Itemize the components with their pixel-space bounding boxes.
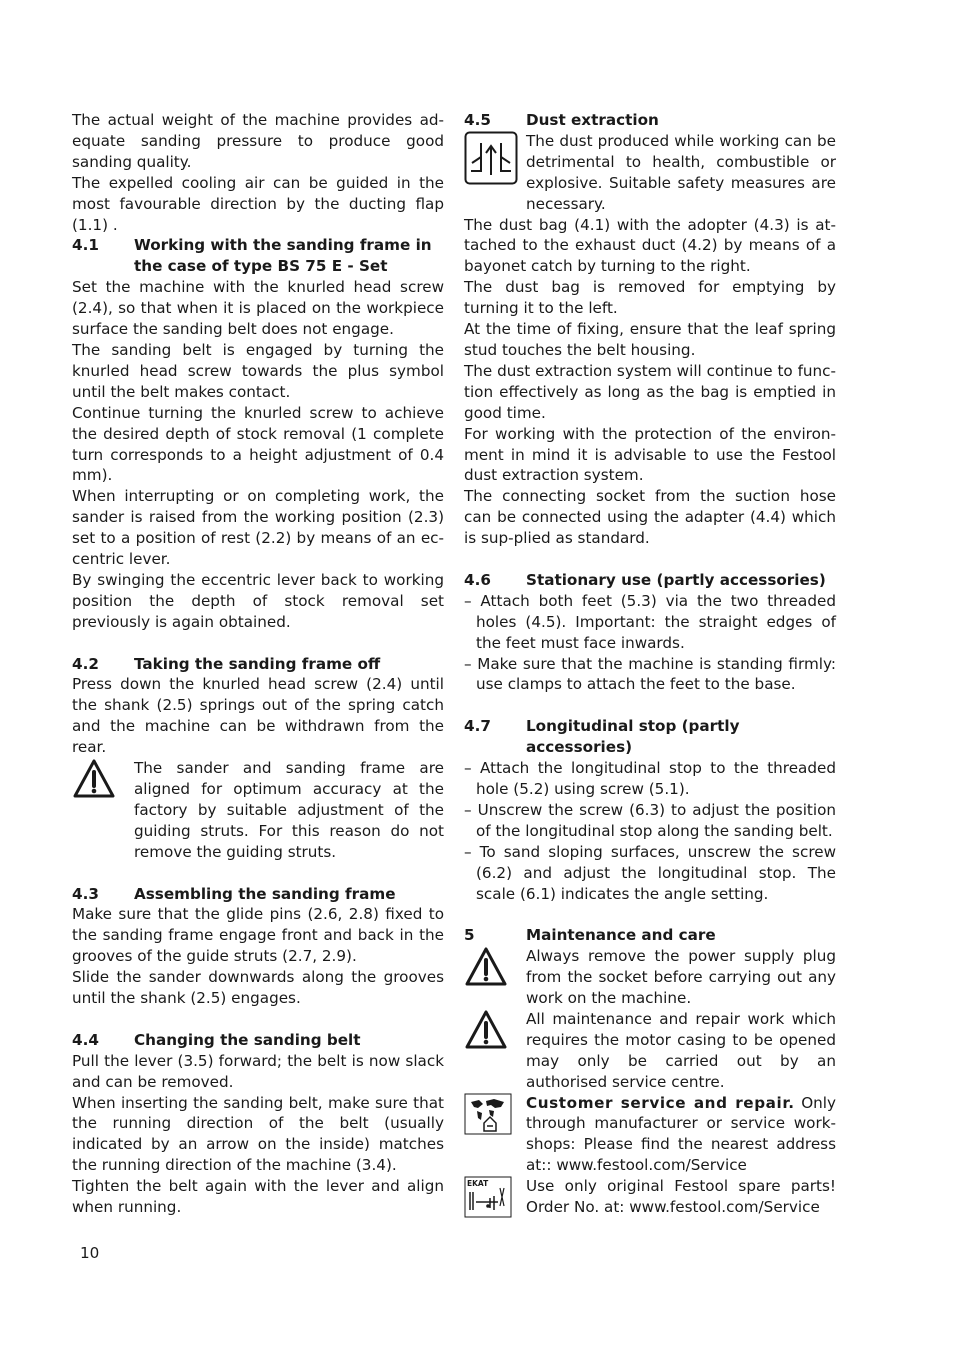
right-column [464,110,836,1218]
warning-icon [464,946,526,1009]
note-text: All maintenance and repair work which requires the motor casing to be opened may only be carried out by an authorised service centre. [526,1009,836,1091]
paragraph: The connecting socket from the suction hose can be connected using the adapter (4.4) which is sup-plied as standard. [464,487,836,548]
dust-note [464,131,836,215]
note-text: Use only original Festool spare parts! Order No. at: www.festool.com/Service [526,1177,836,1217]
service-rest-text: Only through manufacturer or service work-shops: Please find the nearest address at:: www.festool.com/Service [526,1093,836,1175]
list-item: – Attach the longitudinal stop to the threaded hole (5.2) using screw (5.1). [464,759,836,798]
paragraph: The expelled cooling air can be guided in the most favourable direction by the ducting flap (1.1) . [72,173,444,234]
section-title: Dust extraction [526,111,659,129]
section-number: 4.2 [72,654,99,673]
paragraph: Press down the knurled head screw (2.4) until the shank (2.5) springs out of the spring catch and the machine can be withdrawn from the rear. [72,675,444,757]
section-heading-4-2 [72,654,444,675]
section-title: Changing the sanding belt [134,1030,361,1049]
paragraph: By swinging the eccentric lever back to working position the depth of stock removal set previously is again obtained. [72,570,444,631]
paragraph: The sanding belt is engaged by turning the knurled head screw towards the plus symbol until the belt makes contact. [72,340,444,401]
paragraph: At the time of fixing, ensure that the leaf spring stud touches the belt housing. [464,320,836,359]
paragraph: The dust bag is removed for emptying by turning it to the left. [464,278,836,318]
paragraph: When interrupting or on completing work, the sander is raised from the working position (2.3) set to a position of rest (2.2) by means of an ec-centric lever. [72,487,444,569]
note-text: Always remove the power supply plug from the socket before carrying out any work on the machine. [526,947,836,1008]
warning-icon [72,758,134,863]
left-column [72,110,444,1218]
section-title: Taking the sanding frame off [134,654,381,673]
note-text: The dust produced while working can be detrimental to health, combustible or explosive. Suitable safety measures are necessary. [526,131,836,213]
section-heading-5 [464,925,836,946]
paragraph: The actual weight of the machine provides ad-equate sanding pressure to produce good sanding quality. [72,111,444,171]
warning-icon [464,1009,526,1093]
warning-note [72,758,444,863]
section-number: 4.1 [72,236,99,255]
spare-parts-note [464,1176,836,1218]
ekat-label: EKAT [467,1179,489,1189]
service-note [464,1093,836,1177]
section-number: 4.6 [464,570,491,589]
section-number: 4.4 [72,1030,99,1049]
paragraph: Slide the sander downwards along the grooves until the shank (2.5) engages. [72,968,444,1008]
section-heading-4-5 [464,110,836,131]
page-number: 10 [80,1244,100,1262]
warning-note [464,946,836,1009]
section-title: Working with the sanding frame in the case of type BS 75 E - Set [134,236,432,276]
section-heading-4-7 [464,716,836,758]
paragraph: Make sure that the glide pins (2.6, 2.8) fixed to the sanding frame engage front and back in the grooves of the guide struts (2.7, 2.9). [72,905,444,966]
paragraph: The dust extraction system will continue to func-tion effectively as long as the bag is emptied in good time. [464,361,836,422]
section-title: Assembling the sanding frame [134,884,396,903]
warning-note [464,1009,836,1093]
world-service-icon [464,1093,526,1177]
note-text [526,1093,836,1177]
section-heading-4-4 [72,1030,444,1051]
note-text: The sander and sanding frame are aligned for optimum accuracy at the factory by suitable adjustment of the guiding struts. For this reason do not remove the guiding struts. [134,759,444,861]
list-item: – Unscrew the screw (6.3) to adjust the position of the longitudinal stop along the sanding belt. [464,800,836,840]
paragraph: Pull the lever (3.5) forward; the belt is now slack and can be removed. [72,1051,444,1091]
paragraph: For working with the protection of the environ-ment in mind it is advisable to use the Festool dust extraction system. [464,424,836,485]
paragraph: Tighten the belt again with the lever and align when running. [72,1177,444,1217]
list-item: – Make sure that the machine is standing firmly: use clamps to attach the feet to the base. [464,654,836,694]
section-title: Longitudinal stop (partly accessories) [526,717,740,757]
section-number: 4.3 [72,884,99,903]
service-bold-text: Customer service and repair. [526,1093,795,1112]
section-number: 5 [464,926,475,945]
section-number: 4.5 [464,111,491,129]
list-item: – To sand sloping surfaces, unscrew the screw (6.2) and adjust the longitudinal stop. The scale (6.1) indicates the angle setting. [464,842,836,903]
ekat-icon [464,1176,526,1218]
paragraph: Continue turning the knurled screw to achieve the desired depth of stock removal (1 complete turn corresponds to a height adjustment of 0.4 mm). [72,403,444,485]
section-number: 4.7 [464,717,491,736]
section-heading-4-6 [464,570,836,591]
section-heading-4-3 [72,884,444,905]
list-item: – Attach both feet (5.3) via the two threaded holes (4.5). Important: the straight edges of the feet must face inwards. [464,591,836,652]
paragraph: When inserting the sanding belt, make sure that the running direction of the belt (usually indicated by an arrow on the inside) matches the running direction of the machine (3.4). [72,1093,444,1175]
paragraph: Set the machine with the knurled head screw (2.4), so that when it is placed on the workpiece surface the sanding belt does not engage. [72,278,444,339]
section-heading-4-1 [72,235,444,277]
paragraph: The dust bag (4.1) with the adopter (4.3) is at-tached to the exhaust duct (4.2) by means of a bayonet catch by turning to the right. [464,215,836,276]
dust-extraction-icon [464,131,526,215]
section-title: Maintenance and care [526,926,716,945]
section-title: Stationary use (partly accessories) [526,570,826,589]
